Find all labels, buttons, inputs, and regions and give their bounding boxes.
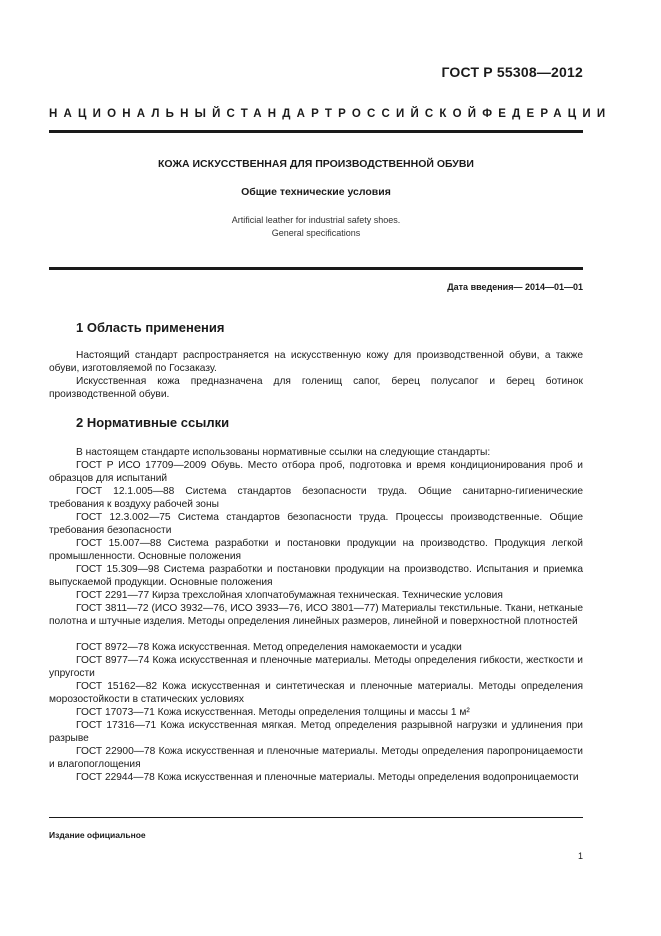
reference-item: ГОСТ 15.309—98 Система разработки и постановки продукции на производство. Испытания и приемка выпускаемой продукции. Основные положения [49, 564, 583, 589]
header-word: СТАНДАРТ [226, 108, 339, 120]
reference-item: ГОСТ 22900—78 Кожа искусственная и пленочные материалы. Методы определения паропроницаемости и влагопоглощения [49, 746, 583, 771]
footer-divider [49, 817, 583, 818]
national-standard-header [49, 108, 612, 120]
reference-item: ГОСТ 8977—74 Кожа искусственная и пленочные материалы. Методы определения гибкости, жесткости и упругости [49, 655, 583, 680]
english-title-line: Artificial leather for industrial safety shoes. [231, 215, 401, 225]
reference-item: ГОСТ 12.3.002—75 Система стандартов безопасности труда. Процессы производственные. Общие требования безопасности [49, 512, 583, 537]
document-subtitle: Общие технические условия [241, 186, 391, 198]
section-heading: 2 Нормативные ссылки [76, 415, 230, 430]
header-divider [49, 130, 583, 133]
paragraph: Настоящий стандарт распространяется на искусственную кожу для производственной обуви, а также обуви, изготовляемой по Госзаказу. [49, 350, 583, 375]
reference-item: ГОСТ 15.007—88 Система разработки и постановки продукции на производство. Продукция легкой промышленности. Основные положения [49, 538, 583, 563]
reference-item: ГОСТ 15162—82 Кожа искусственная и синтетическая и пленочные материалы. Методы определения морозостойкости в статических условиях [49, 681, 583, 706]
reference-item: ГОСТ 12.1.005—88 Система стандартов безопасности труда. Общие санитарно-гигиенические требования к воздуху рабочей зоны [49, 486, 583, 511]
title-divider [49, 267, 583, 270]
header-word: ФЕДЕРАЦИИ [482, 108, 612, 120]
document-number: ГОСТ Р 55308—2012 [441, 64, 583, 80]
english-title-line: General specifications [271, 228, 361, 238]
reference-item: ГОСТ 3811—72 (ИСО 3932—76, ИСО 3933—76, ИСО 3801—77) Материалы текстильные. Ткани, нетканые полотна и штучные изделия. Методы определения линейных размеров, линейной и поверхностной плотностей [49, 603, 583, 628]
page-number: 1 [577, 851, 583, 861]
edition-note: Издание официальное [49, 830, 146, 840]
reference-item: ГОСТ 8972—78 Кожа искусственная. Метод определения намокаемости и усадки [76, 642, 462, 653]
document-title: КОЖА ИСКУССТВЕННАЯ ДЛЯ ПРОИЗВОДСТВЕННОЙ ОБУВИ [158, 158, 474, 170]
reference-item: ГОСТ Р ИСО 17709—2009 Обувь. Место отбора проб, подготовка и время кондиционирования проб и образцов для испытаний [49, 460, 583, 485]
reference-item: ГОСТ 17316—71 Кожа искусственная мягкая. Метод определения разрывной нагрузки и удлинения при разрыве [49, 720, 583, 745]
paragraph: В настоящем стандарте использованы нормативные ссылки на следующие стандарты: [76, 447, 491, 458]
paragraph: Искусственная кожа предназначена для голенищ сапог, берец полусапог и берец ботинок производственной обуви. [49, 376, 583, 401]
reference-item: ГОСТ 22944—78 Кожа искусственная и пленочные материалы. Методы определения водопроницаемости [76, 772, 579, 783]
reference-item: ГОСТ 17073—71 Кожа искусственная. Методы определения толщины и массы 1 м² [76, 707, 470, 718]
header-word: РОССИЙСКОЙ [338, 108, 483, 120]
section-heading: 1 Область применения [76, 320, 225, 335]
header-word: НАЦИОНАЛЬНЫЙ [49, 108, 227, 120]
reference-item: ГОСТ 2291—77 Кирза трехслойная хлопчатобумажная техническая. Технические условия [76, 590, 503, 601]
introduction-date: Дата введения— 2014—01—01 [447, 282, 583, 292]
